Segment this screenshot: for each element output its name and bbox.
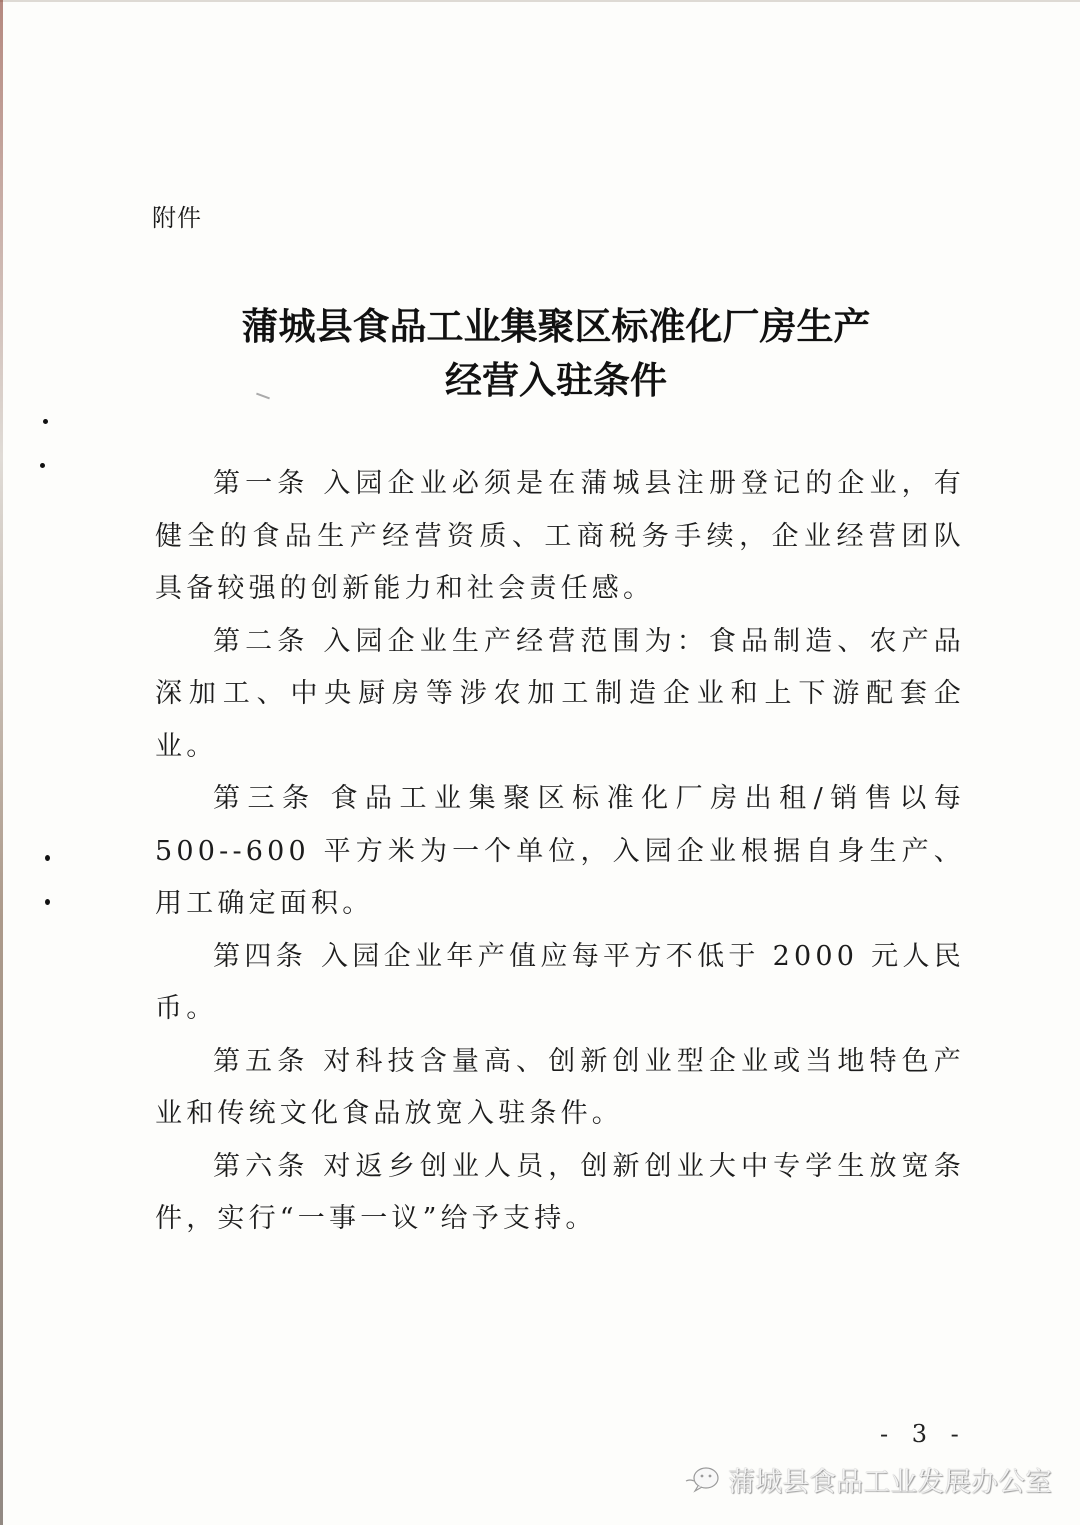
binder-hole-mark xyxy=(43,419,48,424)
article-number: 第二条 xyxy=(213,625,310,657)
article-4 xyxy=(155,931,965,1036)
article-3 xyxy=(155,773,965,931)
article-text: 对返乡创业人员，创新创业大中专学生放宽条件，实行“一事一议”给予支持。 xyxy=(155,1150,965,1234)
article-5 xyxy=(155,1036,965,1141)
wechat-watermark xyxy=(684,1460,1052,1499)
article-number: 第三条 xyxy=(213,783,317,814)
article-2 xyxy=(155,616,965,774)
article-6 xyxy=(155,1141,965,1246)
article-text: 对科技含量高、创新创业型企业或当地特色产业和传统文化食品放宽入驻条件。 xyxy=(155,1045,965,1129)
document-body xyxy=(155,458,965,1246)
article-number: 第六条 xyxy=(213,1150,310,1182)
article-text: 食品工业集聚区标准化厂房出租/销售以每 500--600 平方米为一个单位，入园企业根据自身生产、用工确定面积。 xyxy=(155,783,965,919)
watermark-text: 蒲城县食品工业发展办公室 xyxy=(728,1467,1052,1498)
binder-hole-mark xyxy=(45,899,50,905)
binder-hole-mark xyxy=(45,855,50,861)
page-edge-left xyxy=(0,0,3,1525)
attachment-label: 附件 xyxy=(152,204,202,232)
article-1 xyxy=(155,458,965,616)
document-title-line1: 蒲城县食品工业集聚区标准化厂房生产 xyxy=(241,304,871,348)
page-edge-top xyxy=(0,0,1080,2)
article-text: 入园企业年产值应每平方不低于 2000 元人民币。 xyxy=(155,940,965,1024)
document-title-line2: 经营入驻条件 xyxy=(445,358,667,402)
article-number: 第一条 xyxy=(213,468,310,499)
page-number: - 3 - xyxy=(880,1420,967,1448)
article-number: 第四条 xyxy=(213,940,308,972)
wechat-icon xyxy=(684,1465,722,1495)
article-text: 入园企业必须是在蒲城县注册登记的企业，有健全的食品生产经营资质、工商税务手续，企业经营团队具备较强的创新能力和社会责任感。 xyxy=(155,468,965,604)
article-text: 入园企业生产经营范围为：食品制造、农产品深加工、中央厨房等涉农加工制造企业和上下游配套企业。 xyxy=(155,625,965,762)
binder-hole-mark xyxy=(40,463,45,468)
article-number: 第五条 xyxy=(213,1045,310,1077)
